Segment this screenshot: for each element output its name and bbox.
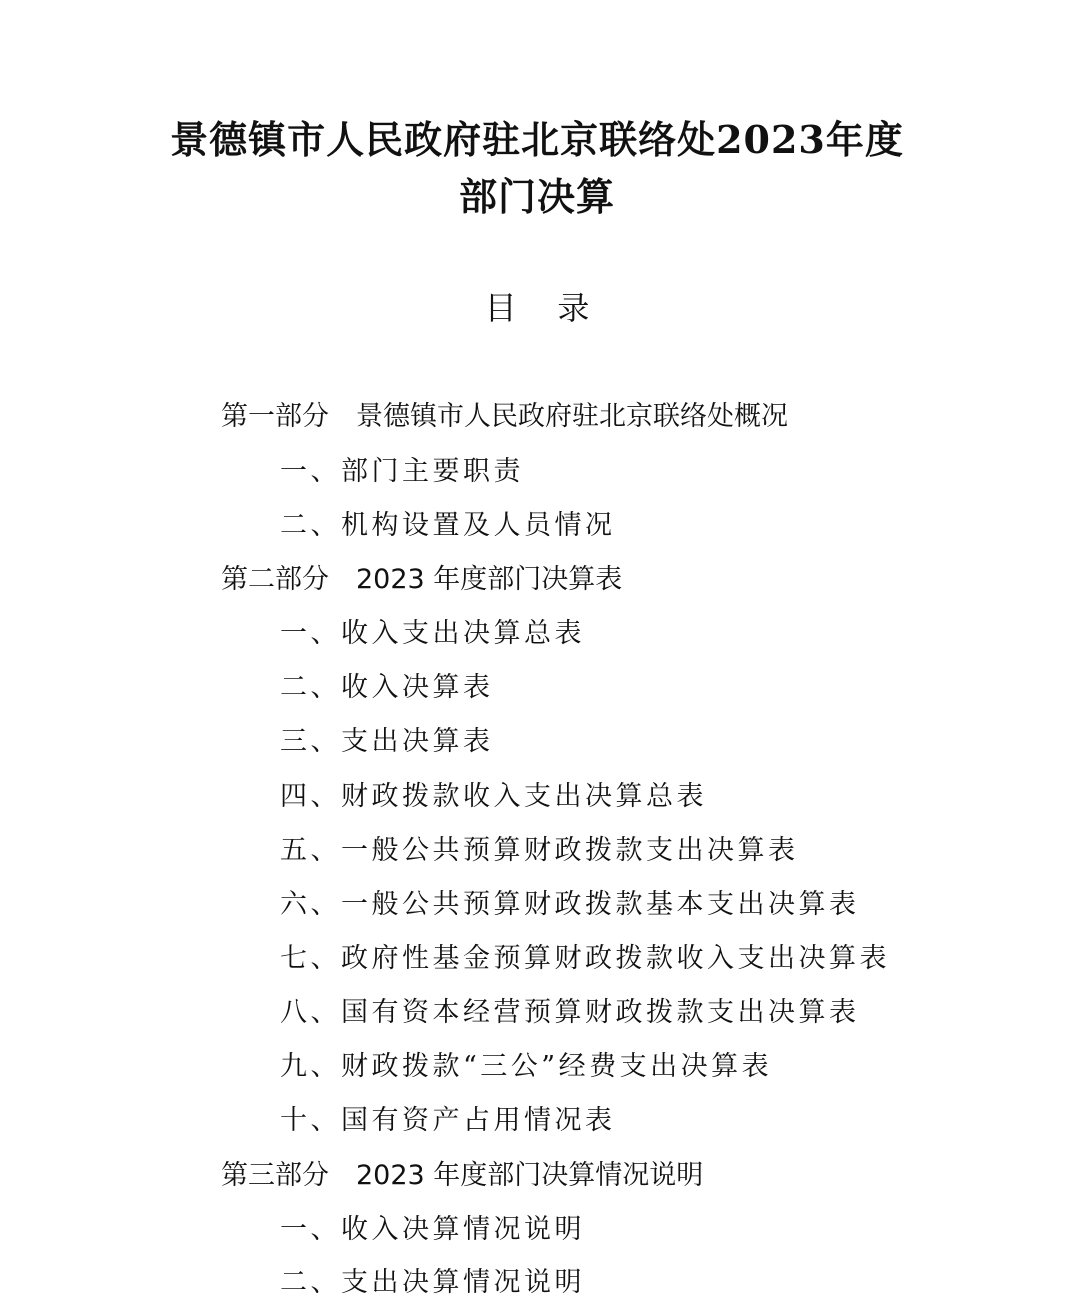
- toc-part-2-item-5[interactable]: 五、一般公共预算财政拨款支出决算表: [280, 835, 799, 866]
- toc-part-2-item-1[interactable]: 一、收入支出决算总表: [280, 618, 585, 649]
- toc-part-2[interactable]: 第二部分 2023 年度部门决算表: [221, 564, 623, 595]
- toc-part-2-item-7[interactable]: 七、政府性基金预算财政拨款收入支出决算表: [280, 943, 890, 974]
- toc-part-2-item-8[interactable]: 八、国有资本经营预算财政拨款支出决算表: [280, 997, 860, 1028]
- toc-part-2-item-9[interactable]: 九、财政拨款“三公”经费支出决算表: [280, 1051, 773, 1082]
- toc-part-3-item-2[interactable]: 二、支出决算情况说明: [280, 1267, 585, 1298]
- toc-part-1-item-2[interactable]: 二、机构设置及人员情况: [280, 510, 616, 541]
- toc-heading: 目 录: [484, 289, 590, 327]
- document-title-line-2: 部门决算: [458, 174, 615, 219]
- toc-part-1-item-1[interactable]: 一、部门主要职责: [280, 456, 524, 487]
- toc-part-2-item-3[interactable]: 三、支出决算表: [280, 726, 494, 757]
- toc-part-2-item-6[interactable]: 六、一般公共预算财政拨款基本支出决算表: [280, 889, 860, 920]
- toc-part-2-item-10[interactable]: 十、国有资产占用情况表: [280, 1105, 616, 1136]
- document-title-line-1: 景德镇市人民政府驻北京联络处2023年度: [170, 117, 904, 162]
- toc-part-2-item-4[interactable]: 四、财政拨款收入支出决算总表: [280, 781, 707, 812]
- toc-part-2-item-2[interactable]: 二、收入决算表: [280, 672, 494, 703]
- toc-part-3[interactable]: 第三部分 2023 年度部门决算情况说明: [221, 1160, 704, 1191]
- toc-part-1[interactable]: 第一部分 景德镇市人民政府驻北京联络处概况: [221, 401, 788, 432]
- toc-part-3-item-1[interactable]: 一、收入决算情况说明: [280, 1214, 585, 1245]
